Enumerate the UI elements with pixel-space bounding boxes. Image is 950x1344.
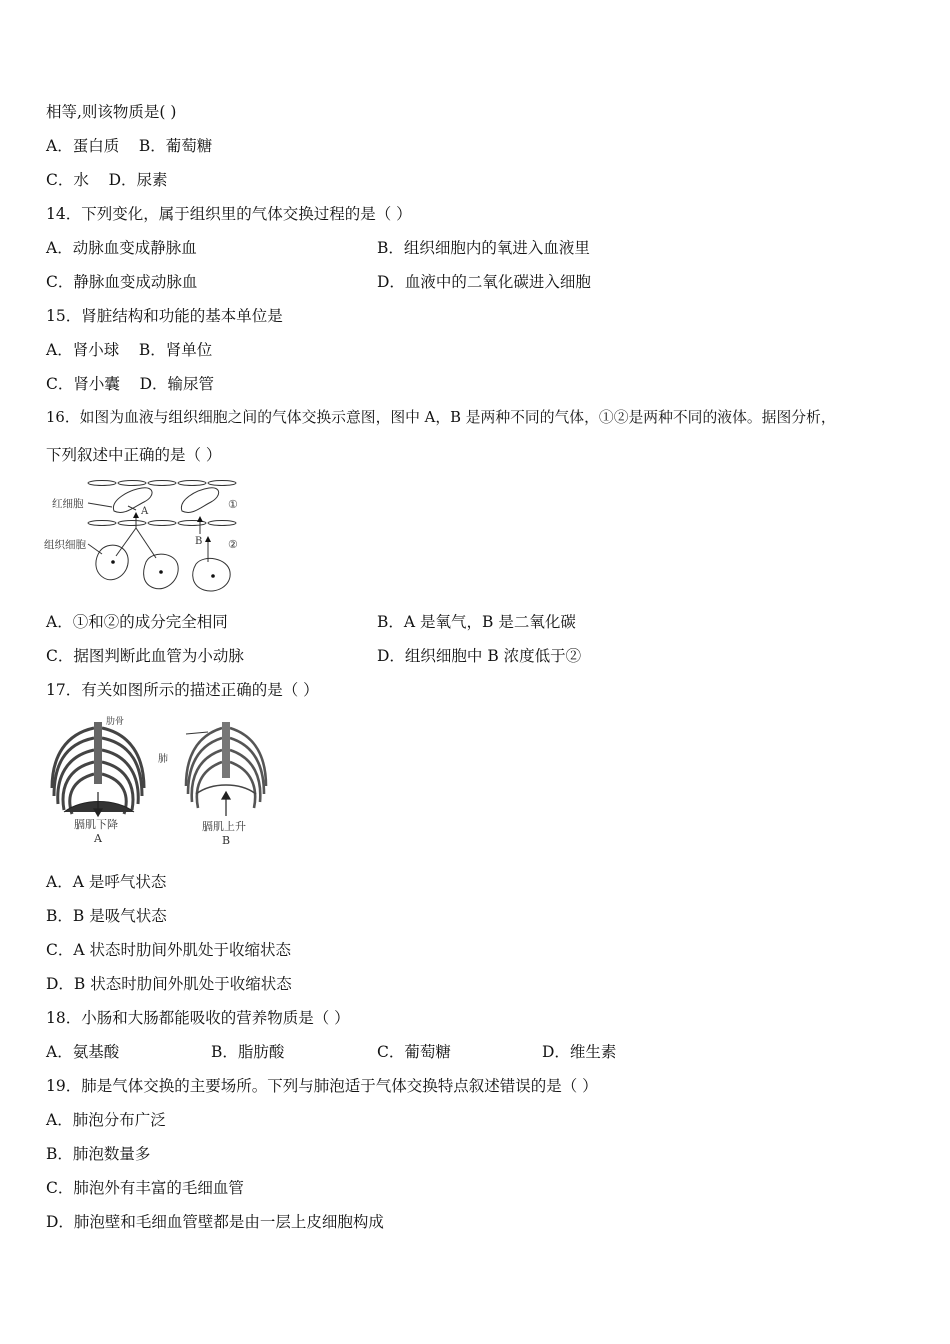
q16-option-c[interactable]: C．据图判断此血管为小动脉	[46, 647, 244, 665]
q16-option-b[interactable]: B．A 是氧气，B 是二氧化碳	[377, 613, 576, 631]
q17-stem: 17．有关如图所示的描述正确的是（ ）	[46, 681, 319, 699]
q17-figure-caption-b: 膈肌上升	[202, 820, 246, 833]
q18-stem: 18．小肠和大肠都能吸收的营养物质是（ ）	[46, 1009, 350, 1027]
q17-figure-label-b: B	[222, 834, 231, 847]
q16-gas-exchange-figure	[44, 476, 254, 600]
q16-stem-line2: 下列叙述中正确的是（ ）	[46, 446, 222, 464]
q15-stem: 15．肾脏结构和功能的基本单位是	[46, 307, 283, 325]
q17-ribcage-figure	[46, 716, 276, 850]
q14-option-c[interactable]: C．静脉血变成动脉血	[46, 273, 198, 291]
q16-options-row1	[46, 612, 906, 632]
q15-option-b[interactable]: B．肾单位	[138, 341, 213, 359]
q15-options-row1	[46, 340, 212, 360]
q17-option-a[interactable]: A．A 是呼气状态	[46, 873, 167, 891]
q18-options-row	[46, 1042, 906, 1062]
q17-figure-label-a: A	[94, 832, 102, 845]
q16-figure-label-2: ②	[228, 538, 238, 551]
q17-option-b[interactable]: B．B 是吸气状态	[46, 907, 167, 925]
q19-stem: 19．肺是气体交换的主要场所。下列与肺泡适于气体交换特点叙述错误的是（ ）	[46, 1077, 598, 1095]
q15-option-d[interactable]: D．输尿管	[139, 375, 215, 393]
q19-option-a[interactable]: A．肺泡分布广泛	[46, 1111, 166, 1129]
q16-option-a[interactable]: A．①和②的成分完全相同	[46, 613, 228, 631]
q16-figure-label-a: A	[141, 506, 149, 517]
q17-figure-label-top: 肋骨	[106, 717, 125, 727]
q16-figure-label-b: B	[195, 536, 203, 547]
q18-option-c[interactable]: C．葡萄糖	[377, 1043, 451, 1061]
q17-option-c[interactable]: C．A 状态时肋间外肌处于收缩状态	[46, 941, 291, 959]
q13-stem: 相等,则该物质是( )	[46, 103, 177, 121]
q13-option-a[interactable]: A．蛋白质	[46, 137, 120, 155]
q16-option-d[interactable]: D．组织细胞中 B 浓度低于②	[377, 647, 582, 665]
q17-figure-label-lung: 肺	[158, 754, 168, 765]
q15-option-a[interactable]: A．肾小球	[46, 341, 120, 359]
q16-figure-label-rbc: 红细胞	[52, 498, 84, 510]
q16-figure-label-tissue: 组织细胞	[44, 539, 86, 551]
q13-option-d[interactable]: D．尿素	[108, 171, 168, 189]
q19-option-d[interactable]: D．肺泡壁和毛细血管壁都是由一层上皮细胞构成	[46, 1213, 384, 1231]
sternum-a-icon	[94, 722, 102, 784]
q17-figure-caption-a: 膈肌下降	[74, 818, 118, 831]
q14-option-a[interactable]: A．动脉血变成静脉血	[46, 239, 197, 257]
q18-option-a[interactable]: A．氨基酸	[46, 1043, 120, 1061]
q16-options-row2	[46, 646, 906, 666]
q19-option-b[interactable]: B．肺泡数量多	[46, 1145, 151, 1163]
q14-option-d[interactable]: D．血液中的二氧化碳进入细胞	[377, 273, 591, 291]
q17-option-d[interactable]: D．B 状态时肋间外肌处于收缩状态	[46, 975, 292, 993]
q19-option-c[interactable]: C．肺泡外有丰富的毛细血管	[46, 1179, 244, 1197]
q14-options-row2	[46, 272, 906, 292]
sternum-b-icon	[222, 722, 230, 778]
q14-stem: 14．下列变化，属于组织里的气体交换过程的是（ ）	[46, 205, 412, 223]
q16-stem-line1: 16．如图为血液与组织细胞之间的气体交换示意图，图中 A，B 是两种不同的气体，①②是两种不同的液体。据图分析，	[46, 409, 836, 426]
q13-option-b[interactable]: B．葡萄糖	[138, 137, 213, 155]
q13-options-row1	[46, 136, 212, 156]
q14-option-b[interactable]: B．组织细胞内的氧进入血液里	[377, 239, 590, 257]
q18-option-b[interactable]: B．脂肪酸	[211, 1043, 285, 1061]
q15-option-c[interactable]: C．肾小囊	[46, 375, 120, 393]
q13-option-c[interactable]: C．水	[46, 171, 89, 189]
q14-options-row1	[46, 238, 906, 258]
q16-figure-label-1: ①	[228, 498, 238, 511]
q13-options-row2	[46, 170, 168, 190]
q18-option-d[interactable]: D．维生素	[542, 1043, 617, 1061]
q15-options-row2	[46, 374, 214, 394]
